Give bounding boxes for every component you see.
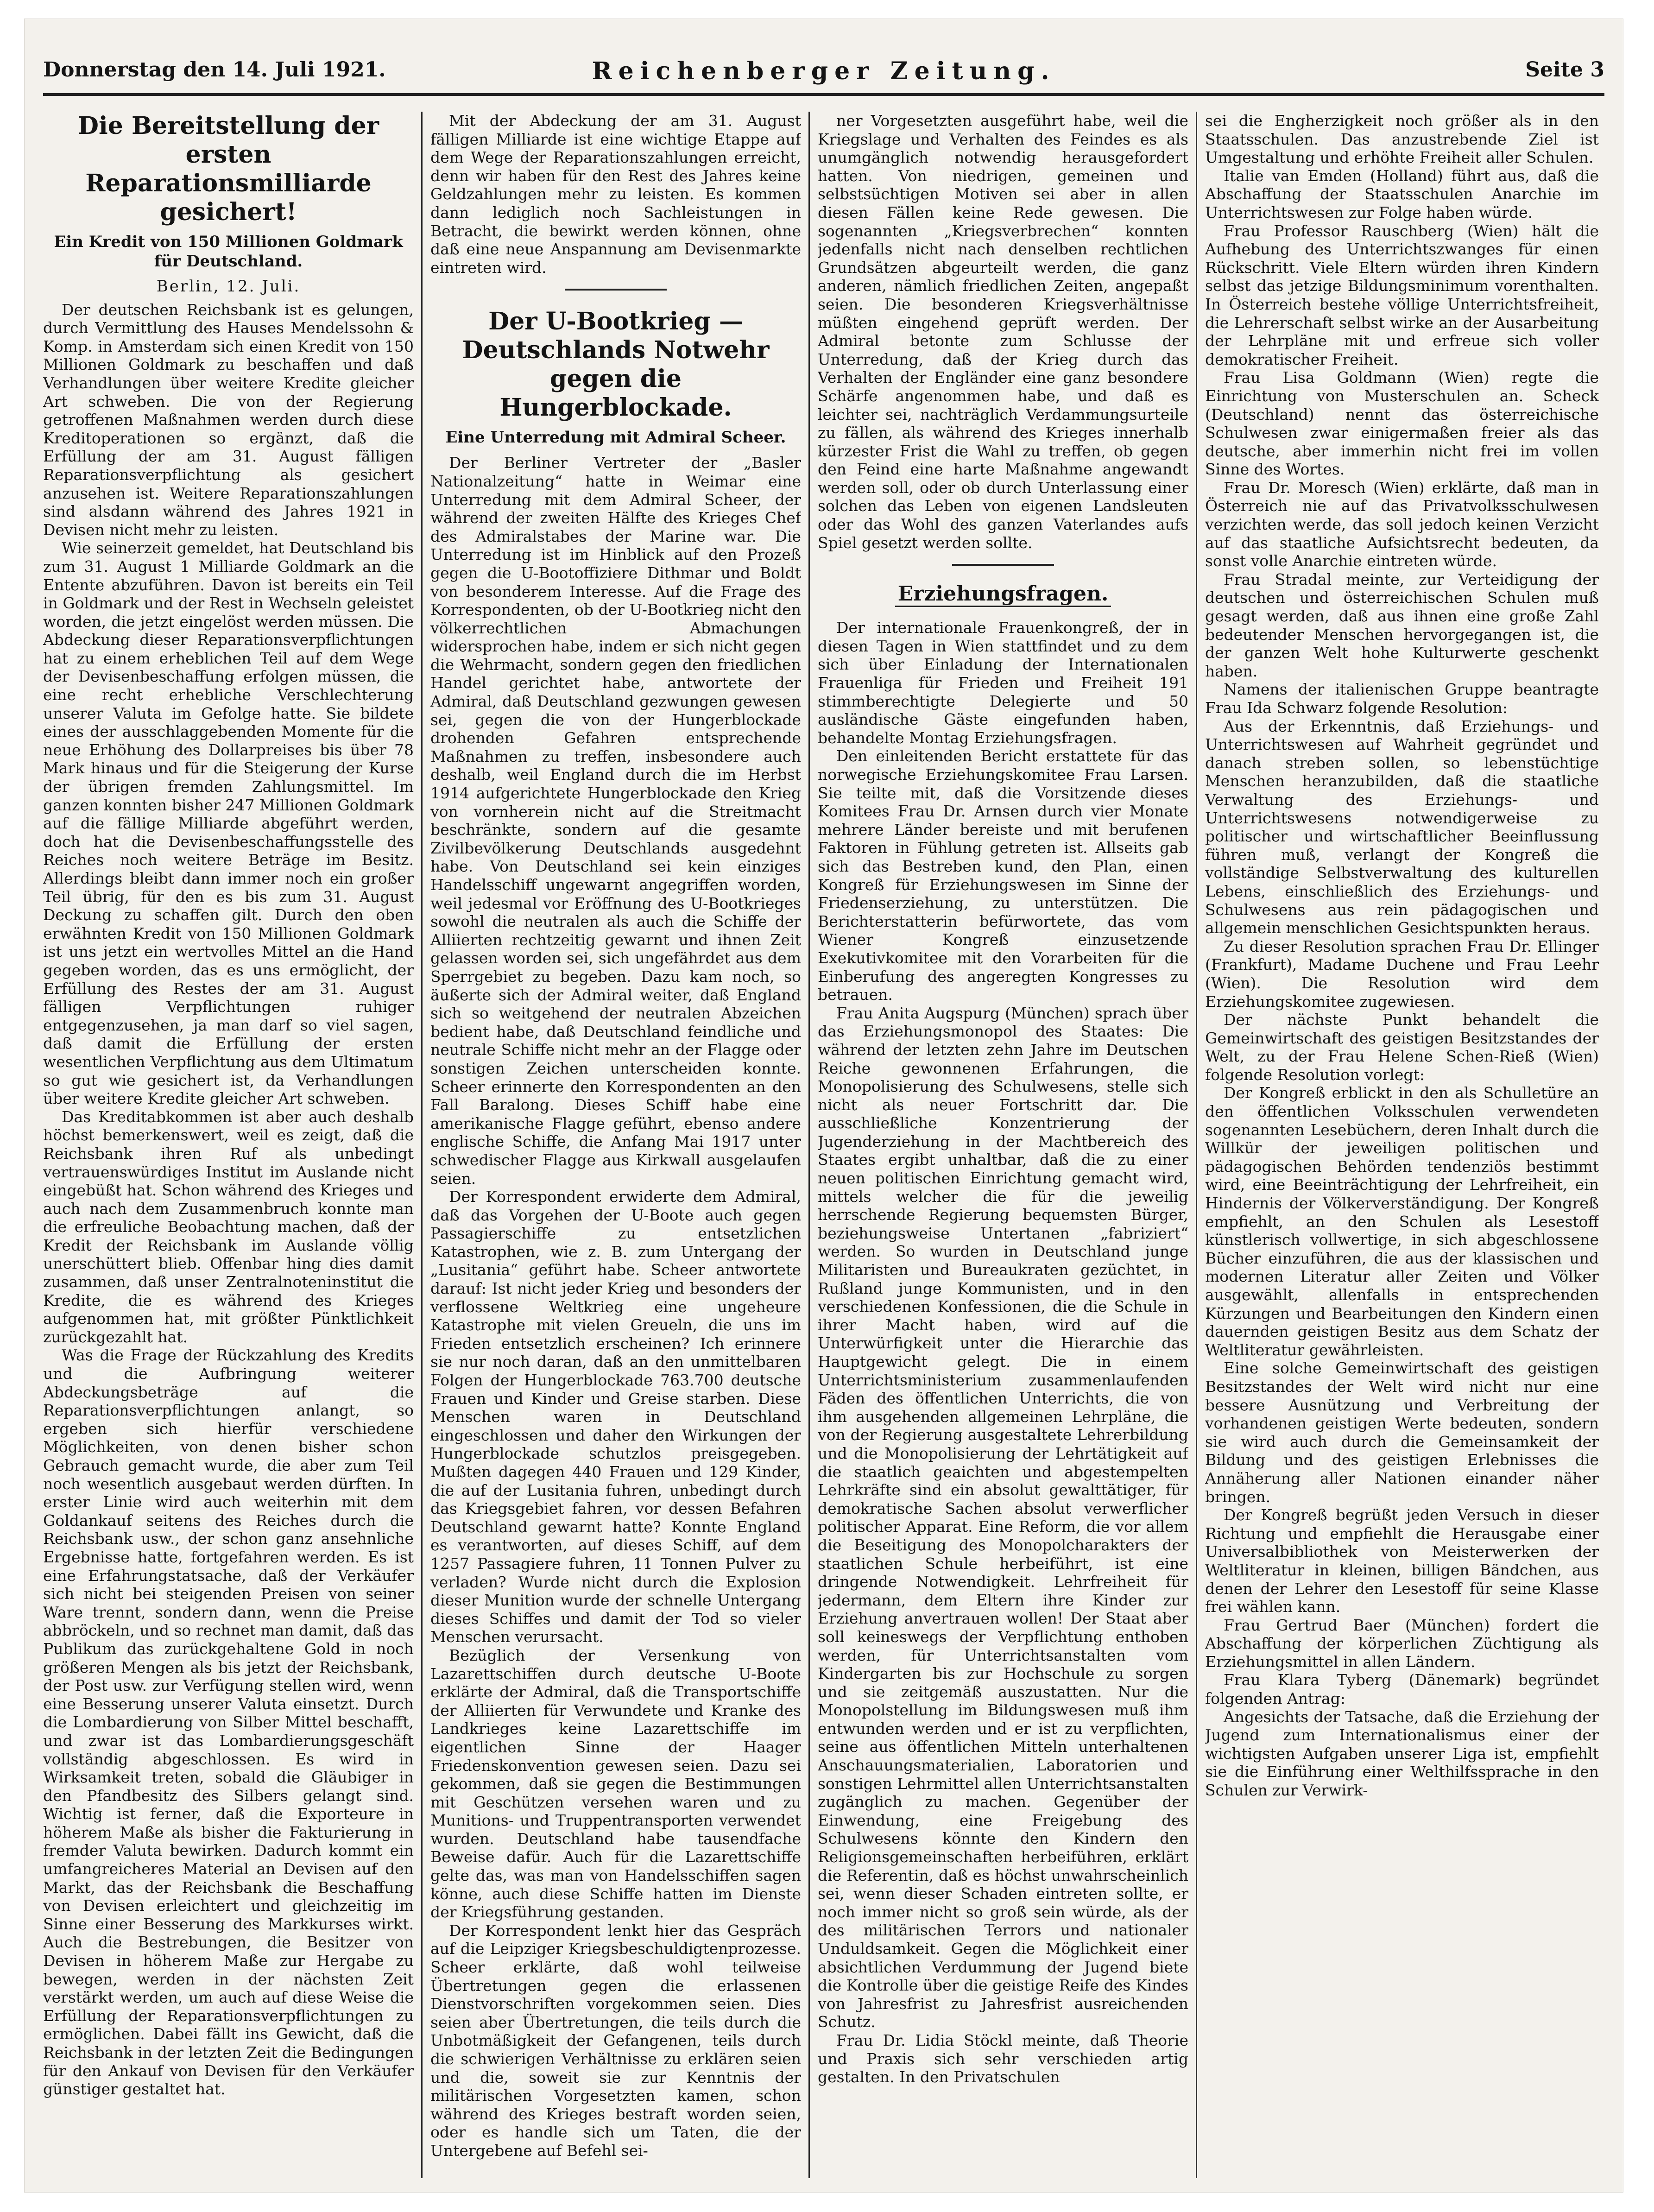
- column-rule: [1196, 112, 1197, 2178]
- article-paragraph: Frau Professor Rauschberg (Wien) hält die Aufhebung des Unterrichtszwanges für einen Rückschritt. Viele Eltern würden ihren Kindern selbst das jetzige Bildungsminimum vorenthalten. In Österreich bestehe völlige Unterrichtsfreiheit, die Lehrerschaft selbst wirke an der Ausarbeitung der Lehrpläne mit und erfreue sich voller demokratischer Freiheit.: [1205, 221, 1599, 368]
- article-paragraph: Bezüglich der Versenkung von Lazarettschiffen durch deutsche U-Boote erklärte der Admiral, daß die Transportschiffe der Alliierten für Verwundete und Kranke des Landkrieges keine Lazarettschiffe im eigentlichen Sinne der Haager Friedenskonvention gewesen seien. Dazu sei gekommen, daß sie gegen die Bestimmungen mit Geschützen versehen waren und zu Munitions- und Truppentransporten verwendet wurden. Deutschland habe tausendfache Beweise dafür. Auch für die Lazarettschiffe gelte das, was man von Handelsschiffen sagen könne, auch diese Schiffe hatten im Dienste der Kriegsführung gestanden.: [430, 1646, 801, 1921]
- article-paragraph: Aus der Erkenntnis, daß Erziehungs- und Unterrichtswesen auf Wahrheit gegründet und danach streben sollen, so lebenstüchtige Menschen heranzubilden, daß die staatliche Verwaltung des Erziehungs- und Unterrichtswesens notwendigerweise zu politischer und wirtschaftlicher Beeinflussung führen muß, verlangt der Kongreß die vollständige Selbstverwaltung des kulturellen Lebens, einschließlich des Erziehungs- und Schulwesens aus rein pädagogischen und allgemein menschlichen Gesichtspunkten heraus.: [1205, 717, 1599, 937]
- article-paragraph: Frau Klara Tyberg (Dänemark) begründet folgenden Antrag:: [1205, 1671, 1599, 1708]
- article-paragraph: sei die Engherzigkeit noch größer als in den Staatsschulen. Das anzustrebende Ziel ist Umgestaltung und erhöhte Freiheit aller Schulen.: [1205, 112, 1599, 167]
- article-paragraph: Der Kongreß erblickt in den als Schulletüre an den öffentlichen Volksschulen verwendeten sogenannten Lesebüchern, deren Inhalt durch die Willkür der jeweiligen politischen und pädagogischen Behörden tendenziös bestimmt wird, eine Beeinträchtigung der Lehrfreiheit, ein Hindernis der Völkerverständigung. Der Kongreß empfiehlt, an den Schulen als Lesestoff künstlerisch vollwertige, in sich abgeschlossene Bücher einzuführen, die aus der klassischen und modernen Literatur aller Zeiten und Völker ausgewählt, allenfalls in entsprechenden Kürzungen und Bearbeitungen den Kindern einen dauernden geistigen Besitz aus dem Schatz der Weltliteratur gewährleisten.: [1205, 1084, 1599, 1359]
- article-paragraph: Eine solche Gemeinwirtschaft des geistigen Besitzstandes der Welt wird nicht nur eine bessere Ausnützung und Verbreitung der vorhandenen geistigen Werte bedeuten, sondern sie wird auch durch die Gemeinsamkeit der Bildung und des geistigen Erlebnisses die Annäherung aller Nationen einander näher bringen.: [1205, 1359, 1599, 1506]
- newspaper-title: Reichenberger Zeitung.: [592, 57, 1056, 85]
- article-paragraph: Italie van Emden (Holland) führt aus, daß die Abschaffung der Staatsschulen Anarchie im Unterrichtswesen zur Folge haben würde.: [1205, 166, 1599, 221]
- article-paragraph: Der nächste Punkt behandelt die Gemeinwirtschaft des geistigen Besitzstandes der Welt, zu der Frau Helene Schen-Rieß (Wien) folgende Resolution vorlegt:: [1205, 1011, 1599, 1084]
- article-paragraph: Frau Lisa Goldmann (Wien) regte die Einrichtung von Musterschulen an. Scheck (Deutschland) nennt das österreichische Schulwesen zwar einigermaßen freier als das deutsche, aber immerhin nicht frei im vollen Sinne des Wortes.: [1205, 368, 1599, 479]
- article-dateline: Berlin, 12. Juli.: [156, 277, 301, 296]
- article-paragraph: Mit der Abdeckung der am 31. August fälligen Milliarde ist eine wichtige Etappe auf dem Wege der Reparationszahlungen erreicht, denn wir haben für den Rest des Jahres keine Geldzahlungen mehr zu leisten. Es kommen dann lediglich noch Sachleistungen in Betracht, die bewirkt werden können, ohne daß eine neue Anspannung am Devisenmarkte eintreten wird.: [430, 112, 801, 277]
- column-rule: [421, 112, 423, 2178]
- headline-text: Erziehungsfragen.: [895, 582, 1111, 607]
- column-1: [43, 112, 414, 2178]
- newspaper-page: [24, 19, 1623, 2193]
- article-separator: [952, 564, 1054, 566]
- column-4: [1205, 112, 1599, 2178]
- article-subheadline: Ein Kredit von 150 Millionen Goldmark für Deutschland.: [54, 233, 403, 271]
- article-paragraph: Angesichts der Tatsache, daß die Erziehung der Jugend zum Internationalismus einer der wichtigsten Aufgaben unserer Liga ist, empfiehlt sie die Einführung einer Welthilfssprache in den Schulen zur Verwirk-: [1205, 1707, 1599, 1800]
- issue-date: Donnerstag den 14. Juli 1921.: [43, 58, 386, 82]
- article-paragraph: Der internationale Frauenkongreß, der in diesen Tagen in Wien stattfindet und zu dem sich über Einladung der Internationalen Frauenliga für Frieden und Freiheit 191 stimmberechtigte Delegierte und 50 ausländische Gäste eingefunden haben, behandelte Montag Erziehungsfragen.: [818, 619, 1188, 747]
- article-paragraph: Frau Dr. Moresch (Wien) erklärte, daß man in Österreich nie auf das Privatvolksschulwesen verzichten werde, das soll jedoch keinen Verzicht auf das staatliche Aufsichtsrecht bedeuten, da sonst volle Anarchie eintreten würde.: [1205, 478, 1599, 570]
- article-paragraph: Der Kongreß begrüßt jeden Versuch in dieser Richtung und empfiehlt die Herausgabe einer Universalbibliothek von Meisterwerken der Weltliteratur in kleinen, billigen Bändchen, aus denen der Lehrer den Lesestoff für seine Klasse frei wählen kann.: [1205, 1506, 1599, 1616]
- page-header: [43, 51, 1604, 96]
- article-headline: [818, 582, 1188, 606]
- article-paragraph: Der deutschen Reichsbank ist es gelungen, durch Vermittlung des Hauses Mendelssohn & Komp. in Amsterdam sich einen Kredit von 150 Millionen Goldmark zu beschaffen und daß Verhandlungen über weitere Kredite gleicher Art schweben. Die von der Regierung getroffenen Maßnahmen werden durch diese Kreditoperationen so ergänzt, daß die Erfüllung der am 31. August fälligen Reparationsverpflichtung als gesichert anzusehen ist. Weitere Reparationszahlungen sind alsdann während des Jahres 1921 in Devisen nicht mehr zu leisten.: [43, 300, 414, 539]
- article-headline: Die Bereitstellung der ersten Reparationsmilliarde gesichert!: [77, 112, 379, 226]
- article-paragraph: Das Kreditabkommen ist aber auch deshalb höchst bemerkenswert, weil es zeigt, daß die Reichsbank ihren Ruf als unbedingt vertrauenswürdiges Institut im Auslande nicht eingebüßt hat. Schon während des Krieges und auch nach dem Zusammenbruch konnte man die erfreuliche Beobachtung machen, daß der Kredit der Reichsbank im Auslande völlig unerschüttert blieb. Offenbar hing dies damit zusammen, daß unser Zentralnoteninstitut die Kredite, die es während des Krieges aufgenommen hat, mit größter Pünktlichkeit zurückgezahlt hat.: [43, 1107, 414, 1346]
- article-paragraph: Frau Stradal meinte, zur Verteidigung der deutschen und österreichischen Schulen muß gesagt werden, daß aus ihnen eine große Zahl bedeutender Menschen hervorgegangen ist, die der ganzen Welt hohe Kulturwerte geschenkt haben.: [1205, 570, 1599, 680]
- page-number: Seite 3: [1525, 58, 1604, 82]
- article-subheadline: Eine Unterredung mit Admiral Scheer.: [445, 428, 786, 447]
- article-paragraph: ner Vorgesetzten ausgeführt habe, weil die Kriegslage und Verhalten des Feindes es als unumgänglich notwendig herausgefordert hatten. Von niedrigen, gemeinen und selbstsüchtigen Motiven sei aber in allen diesen Fällen keine Rede gewesen. Die sogenannten „Kriegsverbrechen“ konnten jedenfalls nicht nach denselben rechtlichen Grundsätzen abgeurteilt werden, die ganz anderen, nämlich friedlichen Zeiten, angepaßt seien. Die besonderen Kriegsverhältnisse müßten eingehend geprüft werden. Der Admiral betonte zum Schlusse der Unterredung, daß der Krieg durch das Verhalten der Engländer eine ganz besondere Schärfe angenommen habe, und daß es leichter sei, nachträglich Verdammungsurteile zu fällen, als während des Krieges innerhalb kürzester Frist die Wahl zu treffen, ob gegen den Feind eine harte Maßnahme angewandt werden soll, oder ob durch Unterlassung einer solchen das Leben von eigenen Landsleuten oder das Wohl des ganzen Vaterlandes aufs Spiel gesetzt werden sollte.: [818, 112, 1188, 552]
- article-paragraph: Der Korrespondent lenkt hier das Gespräch auf die Leipziger Kriegsbeschuldigtenprozesse. Scheer erklärte, daß wohl teilweise Übertretungen gegen die erlassenen Dienstvorschriften vorgekommen seien. Dies seien aber Übertretungen, die teils durch die Unbotmäßigkeit der Gefangenen, teils durch die schwierigen Verhältnisse zu erklären seien und die, soweit sie zur Kenntnis der militärischen Vorgesetzten kamen, schon während des Krieges bestraft worden seien, oder es handle sich um Taten, die der Untergebene auf Befehl sei-: [430, 1921, 801, 2160]
- article-paragraph: Zu dieser Resolution sprachen Frau Dr. Ellinger (Frankfurt), Madame Duchene und Frau Leehr (Wien). Die Resolution wird dem Erziehungskomitee zugewiesen.: [1205, 937, 1599, 1011]
- article-separator: [565, 289, 667, 291]
- column-2: [430, 112, 801, 2178]
- article-paragraph: Der Korrespondent erwiderte dem Admiral, daß das Vorgehen der U-Boote auch gegen Passagierschiffe zu entsetzlichen Katastrophen, wie z. B. zum Untergang der „Lusitania“ geführt habe. Scheer antwortete darauf: Ist nicht jeder Krieg und besonders der verflossene Weltkrieg eine ungeheure Katastrophe mit vielen Greueln, die uns im Frieden entsetzlich erscheinen? Ich erinnere sie nur noch daran, daß an den unmittelbaren Folgen der Hungerblockade 763.700 deutsche Frauen und Kinder und Greise starben. Diese Menschen waren in Deutschland eingeschlossen und daher den Wirkungen der Hungerblockade schutzlos preisgegeben. Mußten dagegen 440 Frauen und 129 Kinder, die auf der Lusitania fuhren, unbedingt durch das Kriegsgebiet fahren, vor dessen Befahren Deutschland gewarnt hatte? Konnte England es verantworten, auf dieses Schiff, auf dem 1257 Passagiere fuhren, 11 Tonnen Pulver zu verladen? Wurde nicht durch die Explosion dieser Munition wurde der schnelle Untergang dieses Schiffes und damit der Tod so vieler Menschen verursacht.: [430, 1188, 801, 1646]
- article-headline: Der U-Bootkrieg — Deutschlands Notwehr gegen die Hungerblockade.: [462, 307, 770, 422]
- article-paragraph: Frau Anita Augspurg (München) sprach über das Erziehungsmonopol des Staates: Die während der letzten zehn Jahre im Deutschen Reiche gewonnenen Erfahrungen, die Monopolisierung des Schulwesens, stelle sich nicht als neuer Fortschritt dar. Die ausschließliche Konzentrierung der Jugenderziehung in der Machtbereich des Staates ergibt unhaltbar, daß die zu einer neuen politischen Einrichtung gemacht wird, mittels welcher die für die jeweilig herrschende Regierung bequemsten Bürger, beziehungsweise Untertanen „fabriziert“ werden. So wurden in Deutschland junge Militaristen und Bureaukraten gezüchtet, in Rußland junge Kommunisten, und in den verschiedenen Konfessionen, die die Schule in ihrer Macht haben, wird auf die Unterwürfigkeit unter die Hierarchie das Hauptgewicht gelegt. Die in einem Unterrichtsministerium zusammenlaufenden Fäden des öffentlichen Unterrichts, die von ihm ausgehenden allgemeinen Lehrpläne, die von der Regierung ausgestaltete Lehrerbildung und die Monopolisierung der Lehrtätigkeit auf die staatlich geaichten und abgestempelten Lehrkräfte sind ein absolut gewalttätiger, für demokratische Sachen absolut verwerflicher politischer Apparat. Eine Reform, die vor allem die Beseitigung des Monopolcharakters der staatlichen Schule herbeiführt, ist eine dringende Notwendigkeit. Lehrfreiheit für jedermann, dem Eltern ihre Kinder zur Erziehung anvertrauen wollen! Der Staat aber soll keineswegs der Verpflichtung enthoben werden, für Unterrichtsanstalten vom Kindergarten bis zur Hochschule zu sorgen und sie zeitgemäß auszustatten. Nur die Monopolstellung im Bildungswesen muß ihm entwunden werden und er ist zu verpflichten, seine aus öffentlichen Mitteln unterhaltenen Anschauungsmaterialien, Laboratorien und sonstigen Lehrmittel allen Unterrichtsanstalten zugänglich zu machen. Gegenüber der Einwendung, eine Freigebung des Schulwesens könnte den Kindern den Religionsgemeinschaften herbeiführen, erklärt die Referentin, daß es höchst unwahrscheinlich sei, wenn dieser Schaden eintreten sollte, er noch immer nicht so groß sein würde, als der des militärischen Terrors und nationaler Unduldsamkeit. Gegen die Möglichkeit einer absichtlichen Verdummung der Jugend biete die Kontrolle über die geistige Reife des Kindes von Jahresfrist zu Jahresfrist ausreichenden Schutz.: [818, 1004, 1188, 2031]
- column-3: [818, 112, 1188, 2178]
- article-paragraph: Frau Dr. Lidia Stöckl meinte, daß Theorie und Praxis sich sehr verschieden artig gestalten. In den Privatschulen: [818, 2031, 1188, 2086]
- column-rule: [808, 112, 810, 2178]
- article-paragraph: Wie seinerzeit gemeldet, hat Deutschland bis zum 31. August 1 Milliarde Goldmark an die Entente abzuführen. Davon ist bereits ein Teil in Goldmark und der Rest in Wechseln geleistet worden, die jetzt eingelöst werden müssen. Die Abdeckung dieser Reparationsverpflichtungen hat zu einem erheblichen Teil auf dem Wege der Devisenbeschaffung erfolgen müssen, die eine recht erhebliche Verschlechterung unserer Valuta im Gefolge hatte. Sie bildete eines der ausschlaggebenden Momente für die neue Erhöhung des Dollarpreises bis über 78 Mark hinaus und für die Steigerung der Kurse der übrigen fremden Zahlungsmittel. Im ganzen konnten bisher 247 Millionen Goldmark auf die fällige Milliarde abgeführt werden, doch hat die Devisenbeschaffungsstelle des Reiches noch weitere Beträge im Besitz. Allerdings bleibt dann immer noch ein großer Teil übrig, für den es bis zum 31. August Deckung zu schaffen gilt. Durch den oben erwähnten Kredit von 150 Millionen Goldmark ist uns jetzt ein wertvolles Mittel an die Hand gegeben worden, das es uns ermöglicht, der Erfüllung des Restes der am 31. August fälligen Verpflichtungen ruhiger entgegenzusehen, ja man darf so viel sagen, daß damit die Erfüllung der ersten wesentlichen Verpflichtung aus dem Ultimatum so gut wie gesichert ist, da Verhandlungen über weitere Kredite gleicher Art schweben.: [43, 539, 414, 1108]
- article-paragraph: Was die Frage der Rückzahlung des Kredits und die Aufbringung weiterer Abdeckungsbeträge auf die Reparationsverpflichtungen anlangt, so ergeben sich hierfür verschiedene Möglichkeiten, von denen bisher schon Gebrauch gemacht wurde, die aber zum Teil noch wesentlich ausgebaut werden dürften. In erster Linie wird auch weiterhin mit dem Goldankauf seitens des Reiches durch die Reichsbank usw., der schon ganz ansehnliche Ergebnisse hatte, fortgefahren werden. Es ist eine Erfahrungstatsache, daß der Verkäufer sich nicht bei steigenden Preisen von seiner Ware trennt, sondern dann, wenn die Preise abbröckeln, und so rechnet man damit, daß das Publikum das zurückgehaltene Gold in noch größeren Mengen als bis jetzt der Reichsbank, der Post usw. zur Verfügung stellen wird, wenn eine Besserung unserer Valuta einsetzt. Durch die Lombardierung von Silber Mittel beschafft, und zwar ist das Lombardierungsgeschäft vollständig abgeschlossen. Es wird in Wirksamkeit treten, sobald die Gläubiger in den Pfandbesitz des Silbers gelangt sind. Wichtig ist ferner, daß die Exporteure in höherem Maße als bisher die Fakturierung in fremder Valuta bewirken. Dadurch kommt ein umfangreicheres Material an Devisen auf den Markt, das der Reichsbank die Beschaffung von Devisen erleichtert und gleichzeitig im Sinne einer Besserung des Markkurses wirkt. Auch die Bestrebungen, die Besitzer von Devisen in höherem Maße zur Hergabe zu bewegen, werden in der nächsten Zeit verstärkt werden, um auch auf diese Weise die Erfüllung der Reparationsverpflichtungen zu ermöglichen. Dabei fällt ins Gewicht, daß die Reichsbank in der letzten Zeit die Bedingungen für den Ankauf von Devisen für den Verkäufer günstiger gestaltet hat.: [43, 1346, 414, 2098]
- article-paragraph: Frau Gertrud Baer (München) fordert die Abschaffung der körperlichen Züchtigung als Erziehungsmittel in allen Ländern.: [1205, 1616, 1599, 1671]
- article-paragraph: Den einleitenden Bericht erstattete für das norwegische Erziehungskomitee Frau Larsen. Sie teilte mit, daß die Vorsitzende dieses Komitees Frau Dr. Arnsen durch vier Monate mehrere Länder bereiste und mit berufenen Faktoren in Fühlung getreten ist. Allseits gab sich das Bestreben kund, den Plan, einen Kongreß für Erziehungswesen im Sinne der Friedenserziehung, zu unterstützen. Die Berichterstatterin befürwortete, das vom Wiener Kongreß einzusetzende Exekutivkomitee mit den Vorarbeiten für die Einberufung des angeregten Kongresses zu betrauen.: [818, 747, 1188, 1004]
- article-paragraph: Namens der italienischen Gruppe beantragte Frau Ida Schwarz folgende Resolution:: [1205, 680, 1599, 717]
- article-paragraph: Der Berliner Vertreter der „Basler Nationalzeitung“ hatte in Weimar eine Unterredung mit dem Admiral Scheer, der während der zweiten Hälfte des Krieges Chef des Admiralstabes der Marine war. Die Unterredung ist im Hinblick auf den Prozeß gegen die U-Bootoffiziere Dithmar und Boldt von besonderem Interesse. Auf die Frage des Korrespondenten, ob der U-Bootkrieg nicht den völkerrechtlichen Abmachungen widersprochen habe, indem er sich nicht gegen die Wehrmacht, sondern gegen den friedlichen Handel gerichtet habe, antwortete der Admiral, daß Deutschland gezwungen gewesen sei, gegen die von der Hungerblockade drohenden Gefahren entsprechende Maßnahmen zu treffen, insbesondere auch deshalb, weil England durch die im Herbst 1914 aufgerichtete Hungerblockade den Krieg von vornherein nicht auf die Streitmacht beschränkte, sondern auf die gesamte Zivilbevölkerung Deutschlands ausgedehnt habe. Von Deutschland sei kein einziges Handelsschiff ungewarnt angegriffen worden, weil jedesmal vor Eröffnung des U-Bootkrieges sowohl die neutralen als auch die Schiffe der Alliierten rechtzeitig gewarnt und ihnen Zeit gelassen worden sei, sich ungefährdet aus dem Sperrgebiet zu begeben. Dazu kam noch, so äußerte sich der Admiral weiter, daß England sich so weitgehend der neutralen Abzeichen bedient habe, daß Deutschland feindliche und neutrale Schiffe nicht mehr an der Flagge oder sonstigen Zeichen unterscheiden konnte. Scheer erinnerte den Korrespondenten an den Fall Baralong. Dieses Schiff habe eine amerikanische Flagge geführt, ebenso andere englische Schiffe, die Anfang Mai 1917 unter schwedischer Flagge aus Kirkwall ausgelaufen seien.: [430, 454, 801, 1188]
